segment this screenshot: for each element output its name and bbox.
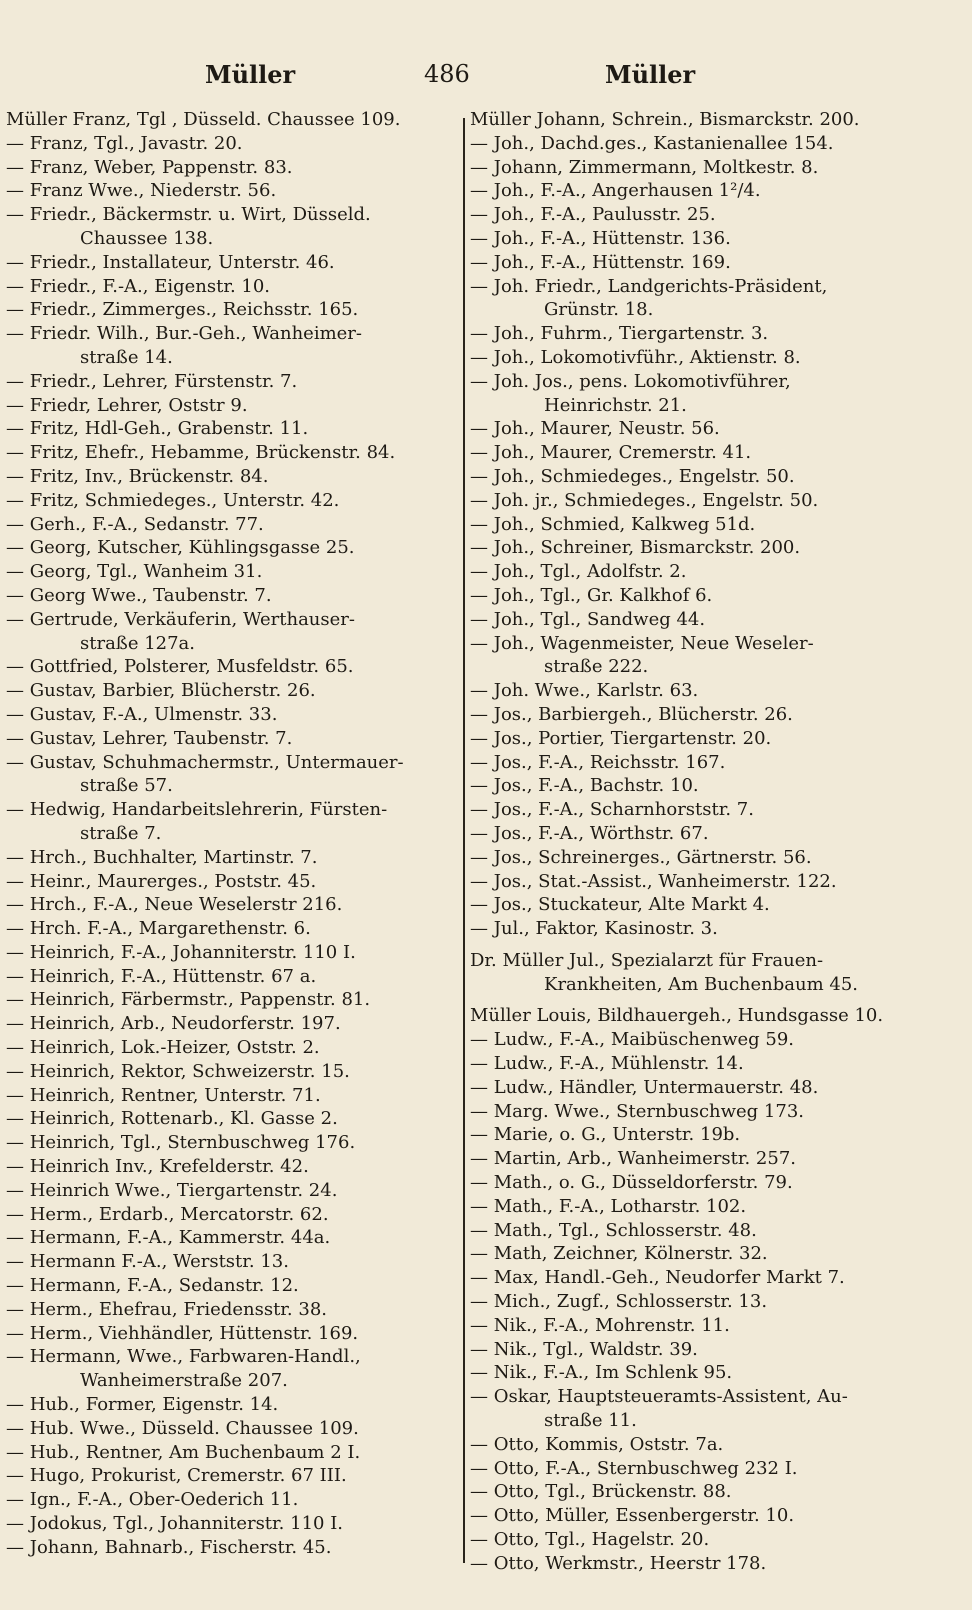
directory-entry: straße 222. <box>544 656 649 678</box>
directory-entry: — Joh., Tgl., Sandweg 44. <box>470 608 706 630</box>
directory-entry: — Joh., Maurer, Cremerstr. 41. <box>470 442 752 464</box>
directory-entry: Chaussee 138. <box>80 227 214 249</box>
directory-entry: straße 14. <box>80 346 173 368</box>
directory-entry: — Friedr. Wilh., Bur.-Geh., Wanheimer- <box>6 323 362 345</box>
directory-entry: — Joh., Lokomotivführ., Aktienstr. 8. <box>470 346 801 368</box>
directory-entry: — Mich., Zugf., Schlosserstr. 13. <box>470 1291 768 1313</box>
directory-entry: straße 7. <box>80 822 162 844</box>
directory-entry: straße 57. <box>80 775 173 797</box>
running-header-left: Müller <box>205 60 296 89</box>
directory-entry: — Otto, Tgl., Hagelstr. 20. <box>470 1529 710 1551</box>
directory-entry: — Georg Wwe., Taubenstr. 7. <box>6 584 272 606</box>
directory-entry: — Math., Tgl., Schlosserstr. 48. <box>470 1219 757 1241</box>
directory-entry: — Jodokus, Tgl., Johanniterstr. 110 I. <box>6 1513 344 1535</box>
directory-entry: — Joh., F.-A., Paulusstr. 25. <box>470 204 716 226</box>
directory-entry: — Friedr., Lehrer, Fürstenstr. 7. <box>6 370 298 392</box>
directory-entry: Wanheimerstraße 207. <box>80 1370 288 1392</box>
right-column <box>470 108 966 1576</box>
directory-entry: — Heinrich, Rottenarb., Kl. Gasse 2. <box>6 1108 338 1130</box>
directory-entry: — Heinrich, Färbermstr., Pappenstr. 81. <box>6 989 371 1011</box>
directory-entry: — Joh., F.-A., Hüttenstr. 169. <box>470 251 731 273</box>
directory-entry: — Martin, Arb., Wanheimerstr. 257. <box>470 1148 797 1170</box>
directory-entry: — Franz, Tgl., Javastr. 20. <box>6 132 243 154</box>
directory-entry: — Joh. Jos., pens. Lokomotivführer, <box>470 370 791 392</box>
directory-entry: — Friedr, Lehrer, Oststr 9. <box>6 394 248 416</box>
directory-entry: — Joh., Fuhrm., Tiergartenstr. 3. <box>470 323 769 345</box>
directory-entry: — Joh., Schmiedeges., Engelstr. 50. <box>470 465 795 487</box>
directory-entry: — Gustav, F.-A., Ulmenstr. 33. <box>6 703 278 725</box>
directory-entry: — Friedr., Installateur, Unterstr. 46. <box>6 251 335 273</box>
directory-entry: — Jos., F.-A., Reichsstr. 167. <box>470 751 726 773</box>
directory-entry: — Joh., Tgl., Adolfstr. 2. <box>470 561 687 583</box>
directory-entry: — Johann, Bahnarb., Fischerstr. 45. <box>6 1536 332 1558</box>
directory-entry: — Jos., Schreinerges., Gärtnerstr. 56. <box>470 846 812 868</box>
directory-entry: — Hrch., F.-A., Neue Weselerstr 216. <box>6 894 343 916</box>
directory-entry: — Heinrich, Arb., Neudorferstr. 197. <box>6 1013 341 1035</box>
directory-entry: — Marie, o. G., Unterstr. 19b. <box>470 1124 741 1146</box>
directory-entry: — Gustav, Schuhmachermstr., Untermauer- <box>6 751 404 773</box>
directory-entry: — Fritz, Schmiedeges., Unterstr. 42. <box>6 489 340 511</box>
directory-entry: — Hermann, F.-A., Sedanstr. 12. <box>6 1275 299 1297</box>
directory-entry: — Ludw., Händler, Untermauerstr. 48. <box>470 1076 819 1098</box>
directory-entry: — Max, Handl.-Geh., Neudorfer Markt 7. <box>470 1267 845 1289</box>
directory-entry: — Joh., Maurer, Neustr. 56. <box>470 418 720 440</box>
directory-entry: — Math., F.-A., Lotharstr. 102. <box>470 1195 747 1217</box>
directory-entry: — Friedr., Zimmerges., Reichsstr. 165. <box>6 299 359 321</box>
directory-entry: — Math, Zeichner, Kölnerstr. 32. <box>470 1243 768 1265</box>
left-column <box>6 108 458 1560</box>
directory-entry: — Jos., F.-A., Bachstr. 10. <box>470 775 699 797</box>
directory-entry: — Hub., Rentner, Am Buchenbaum 2 I. <box>6 1441 361 1463</box>
directory-entry: — Nik., F.-A., Mohrenstr. 11. <box>470 1314 730 1336</box>
directory-entry: — Joh., Wagenmeister, Neue Weseler- <box>470 632 814 654</box>
directory-entry: — Heinrich, Tgl., Sternbuschweg 176. <box>6 1132 356 1154</box>
directory-entry: — Johann, Zimmermann, Moltkestr. 8. <box>470 156 819 178</box>
directory-entry: — Otto, Kommis, Oststr. 7a. <box>470 1433 724 1455</box>
directory-entry: — Joh., Dachd.ges., Kastanienallee 154. <box>470 132 834 154</box>
running-header-right: Müller <box>605 60 696 89</box>
directory-entry: — Ludw., F.-A., Mühlenstr. 14. <box>470 1053 744 1075</box>
directory-entry: — Gertrude, Verkäuferin, Werthauser- <box>6 608 355 630</box>
directory-entry: — Nik., Tgl., Waldstr. 39. <box>470 1338 698 1360</box>
directory-entry: — Heinrich, Rentner, Unterstr. 71. <box>6 1084 321 1106</box>
directory-entry: — Nik., F.-A., Im Schlenk 95. <box>470 1362 733 1384</box>
directory-entry: — Joh. Wwe., Karlstr. 63. <box>470 680 699 702</box>
directory-entry: — Franz, Weber, Pappenstr. 83. <box>6 156 293 178</box>
page-number: 486 <box>424 60 470 88</box>
directory-entry: — Joh. Friedr., Landgerichts-Präsident, <box>470 275 828 297</box>
directory-entry: — Oskar, Hauptsteueramts-Assistent, Au- <box>470 1386 848 1408</box>
directory-entry: — Herm., Ehefrau, Friedensstr. 38. <box>6 1298 328 1320</box>
directory-entry: — Hub. Wwe., Düsseld. Chaussee 109. <box>6 1417 359 1439</box>
directory-entry: — Hrch. F.-A., Margarethenstr. 6. <box>6 918 311 940</box>
directory-entry: — Fritz, Inv., Brückenstr. 84. <box>6 465 269 487</box>
directory-entry: — Georg, Kutscher, Kühlingsgasse 25. <box>6 537 355 559</box>
directory-entry: straße 11. <box>544 1410 637 1432</box>
directory-entry: — Gustav, Lehrer, Taubenstr. 7. <box>6 727 293 749</box>
directory-entry: Müller Johann, Schrein., Bismarckstr. 200. <box>470 109 860 130</box>
directory-entry: — Joh. jr., Schmiedeges., Engelstr. 50. <box>470 489 819 511</box>
directory-entry: Heinrichstr. 21. <box>544 394 687 416</box>
directory-entry: — Hermann, Wwe., Farbwaren-Handl., <box>6 1346 361 1368</box>
directory-entry: — Joh., Tgl., Gr. Kalkhof 6. <box>470 584 713 606</box>
directory-entry: — Joh., F.-A., Hüttenstr. 136. <box>470 227 731 249</box>
directory-entry: Dr. Müller Jul., Spezialarzt für Frauen- <box>470 949 824 971</box>
directory-entry: — Math., o. G., Düsseldorferstr. 79. <box>470 1172 793 1194</box>
directory-entry: — Otto, Müller, Essenbergerstr. 10. <box>470 1505 795 1527</box>
directory-entry: — Gerh., F.-A., Sedanstr. 77. <box>6 513 264 535</box>
directory-entry: — Friedr., Bäckermstr. u. Wirt, Düsseld. <box>6 204 371 226</box>
directory-entry: Müller Franz, Tgl , Düsseld. Chaussee 109. <box>6 109 401 130</box>
directory-entry: — Hedwig, Handarbeitslehrerin, Fürsten- <box>6 799 388 821</box>
directory-entry: — Fritz, Ehefr., Hebamme, Brückenstr. 84. <box>6 442 396 464</box>
directory-entry: — Heinrich Inv., Krefelderstr. 42. <box>6 1156 309 1178</box>
directory-entry: — Jos., F.-A., Wörthstr. 67. <box>470 822 709 844</box>
directory-entry: — Jos., Portier, Tiergartenstr. 20. <box>470 727 772 749</box>
directory-entry: — Friedr., F.-A., Eigenstr. 10. <box>6 275 271 297</box>
directory-entry: — Gustav, Barbier, Blücherstr. 26. <box>6 680 316 702</box>
directory-entry: — Georg, Tgl., Wanheim 31. <box>6 561 263 583</box>
directory-entry: — Hugo, Prokurist, Cremerstr. 67 III. <box>6 1465 347 1487</box>
directory-entry: — Ludw., F.-A., Maibüschenweg 59. <box>470 1029 794 1051</box>
directory-entry: — Hermann F.-A., Werststr. 13. <box>6 1251 289 1273</box>
directory-entry: straße 127a. <box>80 632 196 654</box>
directory-entry: — Hrch., Buchhalter, Martinstr. 7. <box>6 846 318 868</box>
directory-entry: — Jos., Barbiergeh., Blücherstr. 26. <box>470 703 793 725</box>
directory-entry: Krankheiten, Am Buchenbaum 45. <box>544 973 858 995</box>
column-divider <box>463 118 465 1563</box>
directory-entry: — Hub., Former, Eigenstr. 14. <box>6 1394 279 1416</box>
directory-entry: — Joh., Schmied, Kalkweg 51d. <box>470 513 756 535</box>
directory-entry: — Heinrich, F.-A., Hüttenstr. 67 a. <box>6 965 317 987</box>
directory-entry: — Heinr., Maurerges., Poststr. 45. <box>6 870 317 892</box>
directory-entry: Müller Louis, Bildhauergeh., Hundsgasse 10. <box>470 1005 884 1027</box>
directory-entry: — Otto, F.-A., Sternbuschweg 232 I. <box>470 1457 798 1479</box>
directory-entry: — Joh., Schreiner, Bismarckstr. 200. <box>470 537 801 559</box>
directory-entry: — Gottfried, Polsterer, Musfeldstr. 65. <box>6 656 354 678</box>
directory-entry: — Heinrich Wwe., Tiergartenstr. 24. <box>6 1179 338 1201</box>
directory-entry: — Ign., F.-A., Ober-Oederich 11. <box>6 1489 299 1511</box>
directory-entry: — Franz Wwe., Niederstr. 56. <box>6 180 277 202</box>
directory-entry: — Jos., Stuckateur, Alte Markt 4. <box>470 894 770 916</box>
directory-entry: — Heinrich, Lok.-Heizer, Oststr. 2. <box>6 1037 320 1059</box>
directory-entry: — Jos., Stat.-Assist., Wanheimerstr. 122. <box>470 870 837 892</box>
directory-entry: — Otto, Werkmstr., Heerstr 178. <box>470 1552 767 1574</box>
directory-entry: — Otto, Tgl., Brückenstr. 88. <box>470 1481 732 1503</box>
directory-entry: — Joh., F.-A., Angerhausen 1²/4. <box>470 180 761 202</box>
directory-entry: — Heinrich, F.-A., Johanniterstr. 110 I. <box>6 941 356 963</box>
directory-entry: — Jul., Faktor, Kasinostr. 3. <box>470 918 718 940</box>
directory-entry: — Herm., Viehhändler, Hüttenstr. 169. <box>6 1322 359 1344</box>
directory-entry: — Marg. Wwe., Sternbuschweg 173. <box>470 1100 805 1122</box>
directory-entry: — Heinrich, Rektor, Schweizerstr. 15. <box>6 1060 350 1082</box>
directory-entry: — Jos., F.-A., Scharnhorststr. 7. <box>470 799 754 821</box>
directory-entry: — Herm., Erdarb., Mercatorstr. 62. <box>6 1203 329 1225</box>
directory-entry: — Hermann, F.-A., Kammerstr. 44a. <box>6 1227 331 1249</box>
directory-entry: — Fritz, Hdl-Geh., Grabenstr. 11. <box>6 418 309 440</box>
directory-entry: Grünstr. 18. <box>544 299 654 321</box>
